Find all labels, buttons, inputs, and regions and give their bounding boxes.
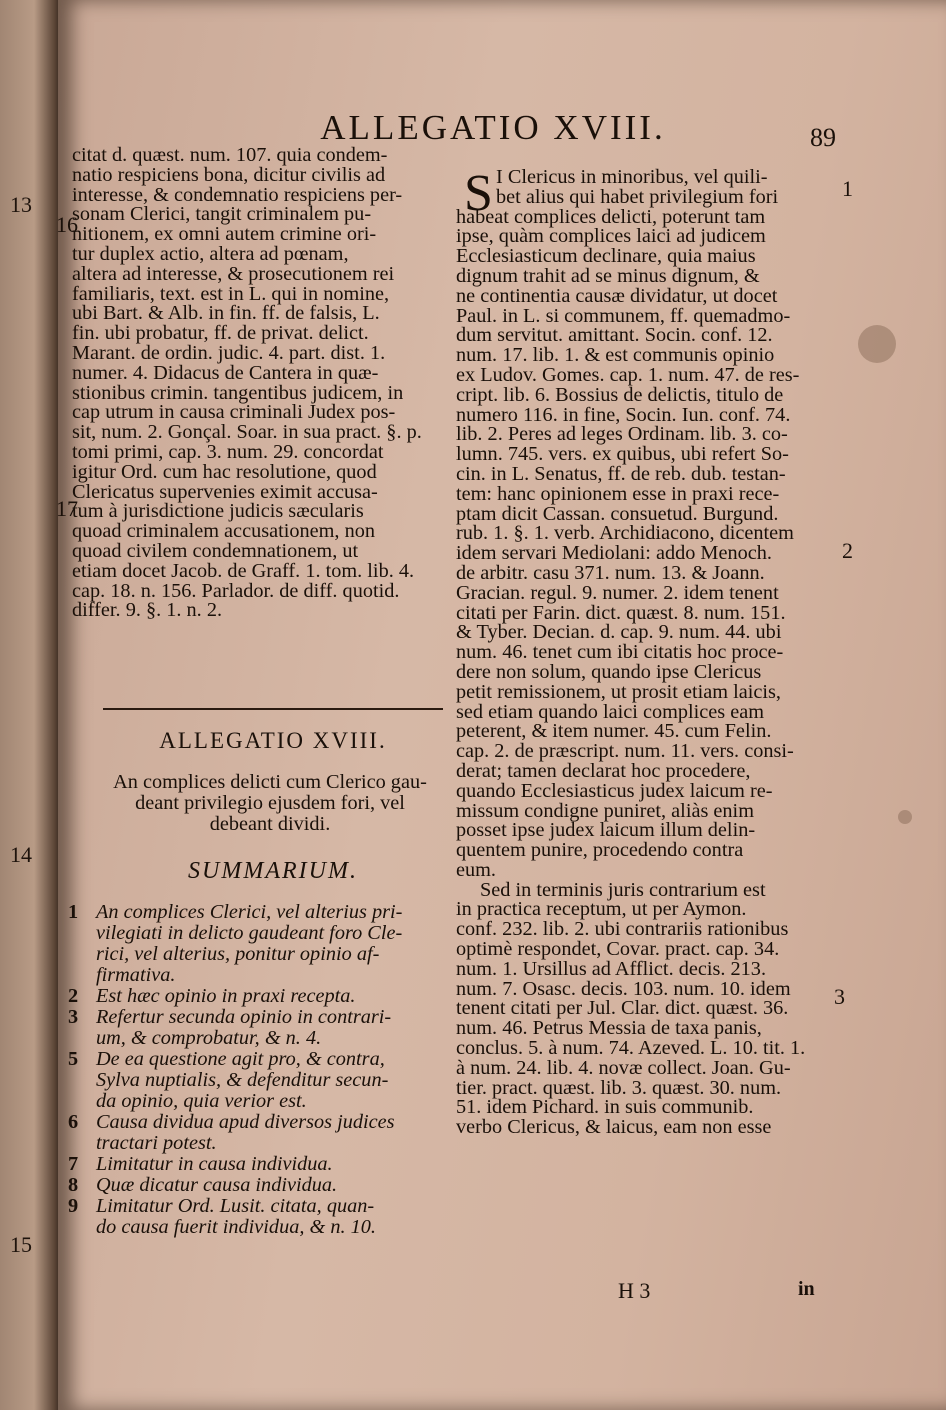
text-line: stionibus crimin. tangentibus judicem, in (72, 381, 404, 404)
summary-item-number: 2 (68, 985, 79, 1007)
text-line: tur duplex actio, altera ad pœnam, (72, 242, 349, 265)
facing-page-margin-number: 15 (10, 1232, 32, 1257)
text-line: etiam docet Jacob. de Graff. 1. tom. lib. 4. (72, 559, 415, 582)
text-line: bet alius qui habet privilegium fori (496, 185, 779, 208)
text-line: eum. (456, 858, 496, 881)
text-line: differ. 9. §. 1. n. 2. (72, 599, 223, 622)
summary-line: Limitatur Ord. Lusit. citata, quan- (96, 1195, 375, 1217)
text-line: ptam dicit Cassan. consuetud. Burgund. (456, 502, 779, 525)
text-line: Paul. in L. si communem, ff. quemadmo- (456, 304, 791, 327)
text-line: Marant. de ordin. judic. 4. part. dist. 1. (72, 341, 386, 364)
summary-line: Est hæc opinio in praxi recepta. (96, 985, 356, 1007)
text-line: nitionem, ex omni autem crimine ori- (72, 223, 377, 246)
text-line: igitur Ord. cum hac resolutione, quod (72, 460, 377, 483)
summary-item (68, 1049, 453, 1112)
text-line: num. 7. Osasc. decis. 103. num. 10. idem (456, 977, 791, 1000)
summary-line: De ea questione agit pro, & contra, (96, 1048, 385, 1070)
text-line: à num. 24. lib. 4. novæ collect. Joan. Gu- (456, 1056, 791, 1079)
text-line: tenent citati per Jul. Clar. dict. quæst. 36. (456, 997, 789, 1020)
text-line: fin. ubi probatur, ff. de privat. delict. (72, 322, 369, 345)
question-line: An complices delicti cum Clerico gau- (113, 771, 427, 793)
text-line: num. 17. lib. 1. & est communis opinio (456, 344, 775, 367)
text-line: ex Ludov. Gomes. cap. 1. num. 47. de res- (456, 363, 800, 386)
question-line: deant privilegio ejusdem fori, vel (135, 792, 405, 814)
left-column-text (72, 146, 457, 621)
text-line: ne continentia causæ dividatur, ut docet (456, 284, 778, 307)
summary-line: rici, vel alterius, ponitur opinio af- (96, 943, 380, 965)
text-line: cap. 18. n. 156. Parlador. de diff. quotid. (72, 579, 400, 602)
summary-item-number: 7 (68, 1153, 79, 1175)
text-line: sonam Clerici, tangit criminalem pu- (72, 203, 372, 226)
section-question (80, 772, 460, 835)
text-line: derat; tamen declarat hoc procedere, (456, 759, 751, 782)
text-line: num. 46. tenet cum ibi citatis hoc proce- (456, 641, 784, 664)
right-column-text (456, 165, 841, 1139)
summary-item-number: 8 (68, 1174, 79, 1196)
running-head: ALLEGATIO XVIII. (320, 108, 666, 147)
summary-line: Quæ dicatur causa individua. (96, 1174, 338, 1196)
text-line: quoad civilem condemnationem, ut (72, 539, 359, 562)
text-line: optimè respondet, Covar. pract. cap. 34. (456, 938, 780, 961)
summary-line: Refertur secunda opinio in contrari- (96, 1006, 392, 1028)
facing-page-edge (0, 0, 62, 1410)
text-line: quando Ecclesiasticus judex laicum re- (456, 779, 773, 802)
text-line: idem servari Mediolani: addo Menoch. (456, 542, 772, 565)
summary-line: firmativa. (96, 964, 176, 986)
text-line: cript. lib. 6. Bossius de delictis, titulo de (456, 383, 784, 406)
text-line: I Clericus in minoribus, vel quili- (496, 166, 768, 188)
text-line: habeat complices delicti, poterunt tam (456, 205, 766, 228)
text-line: ipse, quàm complices laici ad judicem (456, 225, 766, 248)
text-line: tier. pract. quæst. lib. 3. quæst. 30. num. (456, 1076, 782, 1099)
text-line: interesse, & condemnatio respiciens per- (72, 183, 403, 206)
margin-number: 17 (56, 496, 78, 521)
summary-heading: SUMMARIUM. (188, 858, 358, 884)
summary-list (68, 902, 453, 1238)
summary-item-number: 3 (68, 1006, 79, 1028)
stain (858, 325, 896, 363)
text-line: petit remissionem, ut prosit etiam laicis, (456, 680, 782, 703)
text-line: dignum trahit ad se minus dignum, & (456, 264, 760, 287)
text-line: lumn. 745. vers. ex quibus, ubi refert So- (456, 443, 789, 466)
text-line: quoad criminalem accusationem, non (72, 520, 375, 543)
text-line: quentem punire, procedendo contra (456, 839, 744, 862)
drop-cap: S (464, 165, 493, 222)
summary-line: do causa fuerit individua, & n. 10. (96, 1216, 376, 1238)
margin-number: 16 (56, 212, 78, 237)
facing-page-margin-number: 14 (10, 842, 32, 867)
summary-line: vilegiati in delicto gaudeant foro Cle- (96, 922, 403, 944)
signature-mark: H 3 (618, 1278, 651, 1303)
summary-item-number: 1 (68, 901, 79, 923)
text-line: de arbitr. casu 371. num. 13. & Joann. (456, 561, 765, 584)
text-line: Clericatus supervenies eximit accusa- (72, 480, 378, 503)
text-line: num. 1. Ursillus ad Afflict. decis. 213. (456, 957, 767, 980)
section-rule (103, 708, 443, 710)
text-line: dum servitut. amittant. Socin. conf. 12. (456, 324, 773, 347)
text-line: tomi primi, cap. 3. num. 29. concordat (72, 440, 384, 463)
text-line: citati per Farin. dict. quæst. 8. num. 151. (456, 601, 786, 624)
text-line: tum à jurisdictione judicis sæcularis (72, 500, 364, 523)
summary-item-number: 6 (68, 1111, 79, 1133)
summary-line: Sylva nuptialis, & defenditur secun- (96, 1069, 389, 1091)
text-line: altera ad interesse, & prosecutionem rei (72, 262, 395, 285)
summary-item (68, 1196, 453, 1238)
text-line: Sed in terminis juris contrarium est (480, 878, 766, 901)
summary-item (68, 1175, 453, 1196)
text-line: & Tyber. Decian. d. cap. 9. num. 44. ubi (456, 621, 782, 644)
summary-item (68, 902, 453, 986)
summary-line: um, & comprobatur, & n. 4. (96, 1027, 322, 1049)
text-line: Ecclesiasticum declinare, quia maius (456, 245, 756, 268)
summary-item (68, 1007, 453, 1049)
text-line: dere non solum, quando ipse Clericus (456, 660, 762, 683)
text-line: numero 116. in fine, Socin. Iun. conf. 74. (456, 403, 791, 426)
text-line: familiaris, text. est in L. qui in nomine, (72, 282, 390, 305)
summary-line: An complices Clerici, vel alterius pri- (96, 901, 403, 923)
summary-line: Causa dividua apud diversos judices (96, 1111, 395, 1133)
text-line: citat d. quæst. num. 107. quia condem- (72, 144, 388, 166)
text-line: peterent, & item numer. 45. cum Felin. (456, 720, 772, 743)
page-number: 89 (810, 123, 836, 152)
text-line: cap. 2. de præscript. num. 11. vers. consi- (456, 740, 794, 763)
text-line: tem: hanc opinionem esse in praxi rece- (456, 482, 780, 505)
text-line: conf. 232. lib. 2. ubi contrariis rationibus (456, 918, 789, 941)
text-line: natio respiciens bona, dicitur civilis ad (72, 163, 386, 186)
summary-item (68, 1112, 453, 1154)
text-line: missum condigne puniret, aliàs enim (456, 799, 754, 822)
text-line: sed etiam quando laici complices eam (456, 700, 765, 723)
text-line: ubi Bart. & Alb. in fin. ff. de falsis, L. (72, 302, 380, 325)
summary-line: da opinio, quia verior est. (96, 1090, 307, 1112)
section-title: ALLEGATIO XVIII. (159, 728, 387, 753)
text-line: lib. 2. Peres ad leges Ordinam. lib. 3. co- (456, 423, 788, 446)
summary-item (68, 1154, 453, 1175)
margin-number: 1 (842, 176, 853, 201)
text-line: rub. 1. §. 1. verb. Archidiacono, dicentem (456, 522, 794, 545)
summary-item (68, 986, 453, 1007)
summary-item-number: 5 (68, 1048, 79, 1070)
text-line: verbo Clericus, & laicus, eam non esse (456, 1116, 772, 1139)
stain (898, 810, 912, 824)
text-line: sit, num. 2. Gonçal. Soar. in sua pract. §. p. (72, 421, 422, 444)
text-line: Gracian. regul. 9. numer. 2. idem tenent (456, 581, 779, 604)
question-line: debeant dividi. (209, 813, 331, 835)
text-line: cin. in L. Senatus, ff. de reb. dub. testan- (456, 462, 786, 485)
summary-line: tractari potest. (96, 1132, 217, 1154)
text-line: 51. idem Pichard. in suis communib. (456, 1096, 754, 1119)
facing-page-margin-number: 13 (10, 192, 32, 217)
text-line: posset ipse judex laicum illum delin- (456, 819, 756, 842)
text-line: in practica receptum, ut per Aymon. (456, 898, 747, 921)
margin-number: 2 (842, 538, 853, 563)
text-line: num. 46. Petrus Messia de taxa panis, (456, 1017, 762, 1040)
summary-line: Limitatur in causa individua. (96, 1153, 333, 1175)
summary-item-number: 9 (68, 1195, 79, 1217)
catchword: in (798, 1278, 815, 1300)
margin-number: 3 (834, 984, 845, 1009)
text-line: conclus. 5. à num. 74. Azeved. L. 10. tit. 1. (456, 1037, 806, 1060)
book-page (58, 0, 946, 1410)
text-line: numer. 4. Didacus de Cantera in quæ- (72, 361, 379, 384)
text-line: cap utrum in causa criminali Judex pos- (72, 401, 396, 424)
